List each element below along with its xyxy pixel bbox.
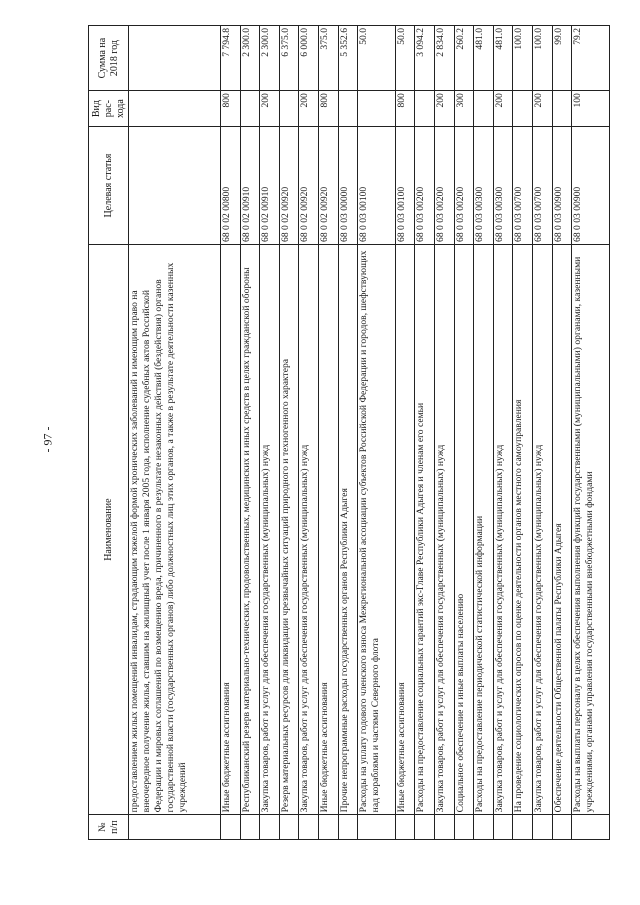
cell-target-article: 68 0 03 00900 — [552, 127, 572, 245]
cell-number — [513, 815, 533, 840]
table-row — [513, 26, 533, 840]
cell-target-article: 68 0 02 00920 — [318, 127, 338, 245]
cell-expense-type — [338, 91, 358, 127]
header-expense-type: Вид рас- хода — [89, 91, 129, 127]
cell-target-article: 68 0 02 00910 — [240, 127, 260, 245]
table-row — [338, 26, 358, 840]
cell-number — [338, 815, 358, 840]
table-row — [220, 26, 240, 840]
cell-expense-type: 200 — [299, 91, 319, 127]
cell-number — [220, 815, 240, 840]
cell-target-article: 68 0 03 00200 — [415, 127, 435, 245]
budget-table — [88, 25, 610, 840]
cell-expense-type — [513, 91, 533, 127]
cell-name: Расходы на предоставление периодической статистической информации — [474, 244, 494, 814]
table-row — [435, 26, 455, 840]
cell-sum: 260.2 — [454, 26, 474, 91]
cell-expense-type: 800 — [220, 91, 240, 127]
cell-sum: 6 000.0 — [299, 26, 319, 91]
table-row — [454, 26, 474, 840]
cell-name: Иные бюджетные ассигнования — [395, 244, 415, 814]
table-row — [279, 26, 299, 840]
table-row — [299, 26, 319, 840]
cell-expense-type: 800 — [395, 91, 415, 127]
cell-expense-type: 200 — [260, 91, 280, 127]
table-row — [572, 26, 610, 840]
cell-name: Социальное обеспечение и иные выплаты населению — [454, 244, 474, 814]
cell-sum: 481.0 — [493, 26, 513, 91]
cell-expense-type: 300 — [454, 91, 474, 127]
cell-number — [318, 815, 338, 840]
cell-expense-type — [129, 91, 221, 127]
cell-name: Закупка товаров, работ и услуг для обеспечения государственных (муниципальных) нужд — [532, 244, 552, 814]
cell-target-article: 68 0 02 00920 — [279, 127, 299, 245]
cell-number — [474, 815, 494, 840]
cell-sum: 7 794.8 — [220, 26, 240, 91]
cell-sum: 375.0 — [318, 26, 338, 91]
header-number: № п/п — [89, 815, 129, 840]
cell-sum: 100.0 — [513, 26, 533, 91]
cell-expense-type: 200 — [435, 91, 455, 127]
header-target-article: Целевая статья — [89, 127, 129, 245]
cell-name: Обеспечение деятельности Общественной палаты Республики Адыгея — [552, 244, 572, 814]
cell-number — [299, 815, 319, 840]
cell-number — [395, 815, 415, 840]
cell-target-article: 68 0 03 00100 — [358, 127, 396, 245]
cell-target-article: 68 0 03 00300 — [493, 127, 513, 245]
table-row — [358, 26, 396, 840]
cell-number — [454, 815, 474, 840]
cell-number — [572, 815, 610, 840]
cell-target-article — [129, 127, 221, 245]
cell-sum: 6 375.0 — [279, 26, 299, 91]
cell-name: Резерв материальных ресурсов для ликвидации чрезвычайных ситуаций природного и техногенного характера — [279, 244, 299, 814]
cell-name: Иные бюджетные ассигнования — [318, 244, 338, 814]
cell-name: Закупка товаров, работ и услуг для обеспечения государственных (муниципальных) нужд — [493, 244, 513, 814]
cell-name: Иные бюджетные ассигнования — [220, 244, 240, 814]
cell-sum: 99.0 — [552, 26, 572, 91]
cell-name: Расходы на выплаты персоналу в целях обеспечения выполнения функций государственными (муниципальными) органами, казенными учреждениями, органами управления государственными внебюджетными фондами — [572, 244, 610, 814]
cell-sum: 50.0 — [395, 26, 415, 91]
table-row — [318, 26, 338, 840]
cell-name: Расходы на уплату годового членского взноса Межрегиональной ассоциации субъектов Российской Федерации и городов, шефствующих над кораблями и частями Северного флота — [358, 244, 396, 814]
cell-target-article: 68 0 03 00300 — [474, 127, 494, 245]
cell-expense-type: 100 — [572, 91, 610, 127]
cell-name: Расходы на предоставление социальных гарантий экс-Главе Республики Адыгея и членам его семьи — [415, 244, 435, 814]
cell-target-article: 68 0 02 00800 — [220, 127, 240, 245]
cell-target-article: 68 0 03 00200 — [454, 127, 474, 245]
cell-sum — [129, 26, 221, 91]
cell-number — [240, 815, 260, 840]
table-row — [240, 26, 260, 840]
cell-number — [493, 815, 513, 840]
cell-name: предоставлением жилых помещений инвалидам, страдающим тяжелой формой хронических заболеваний и имеющим право на внеочередное получение жилья, ставшим на жилищный учет после 1 января 2005 года, исполнение судебных актов Российской Федерации и мировых соглашений по возмещению вреда, причиненного в результате незаконных действий (бездействия) органов государственной власти (государственных органов) либо должностных лиц этих органов, а также в результате деятельности казенных учреждений — [129, 244, 221, 814]
cell-number — [279, 815, 299, 840]
cell-name: Закупка товаров, работ и услуг для обеспечения государственных (муниципальных) нужд — [299, 244, 319, 814]
cell-target-article: 68 0 03 00900 — [572, 127, 610, 245]
cell-target-article: 68 0 02 00920 — [299, 127, 319, 245]
cell-target-article: 68 0 03 00000 — [338, 127, 358, 245]
cell-sum: 2 300.0 — [240, 26, 260, 91]
cell-expense-type — [474, 91, 494, 127]
header-name: Наименование — [89, 244, 129, 814]
table-header-row — [89, 26, 129, 840]
cell-number — [129, 815, 221, 840]
cell-number — [532, 815, 552, 840]
cell-expense-type: 200 — [532, 91, 552, 127]
table-row — [474, 26, 494, 840]
cell-sum: 79.2 — [572, 26, 610, 91]
cell-number — [260, 815, 280, 840]
cell-name: Прочие непрограммные расходы государственных органов Республики Адыгея — [338, 244, 358, 814]
cell-sum: 5 352.6 — [338, 26, 358, 91]
cell-expense-type — [358, 91, 396, 127]
header-sum-2018: Сумма на 2018 год — [89, 26, 129, 91]
cell-target-article: 68 0 02 00910 — [260, 127, 280, 245]
cell-sum: 3 094.2 — [415, 26, 435, 91]
cell-expense-type — [279, 91, 299, 127]
cell-expense-type — [240, 91, 260, 127]
cell-name: Республиканский резерв материально-технических, продовольственных, медицинских и иных средств в целях гражданской обороны — [240, 244, 260, 814]
cell-sum: 50.0 — [358, 26, 396, 91]
cell-name: На проведение социологических опросов по оценке деятельности органов местного самоуправления — [513, 244, 533, 814]
cell-target-article: 68 0 03 00200 — [435, 127, 455, 245]
table-row — [493, 26, 513, 840]
cell-expense-type — [415, 91, 435, 127]
table-row — [415, 26, 435, 840]
table-row — [552, 26, 572, 840]
cell-target-article: 68 0 03 00700 — [513, 127, 533, 245]
cell-target-article: 68 0 03 00100 — [395, 127, 415, 245]
table-body — [129, 26, 610, 840]
cell-expense-type — [552, 91, 572, 127]
table-row — [532, 26, 552, 840]
cell-number — [435, 815, 455, 840]
table-row — [260, 26, 280, 840]
cell-expense-type: 800 — [318, 91, 338, 127]
cell-name: Закупка товаров, работ и услуг для обеспечения государственных (муниципальных) нужд — [435, 244, 455, 814]
cell-target-article: 68 0 03 00700 — [532, 127, 552, 245]
cell-name: Закупка товаров, работ и услуг для обеспечения государственных (муниципальных) нужд — [260, 244, 280, 814]
cell-sum: 481.0 — [474, 26, 494, 91]
cell-expense-type: 200 — [493, 91, 513, 127]
cell-number — [415, 815, 435, 840]
cell-number — [358, 815, 396, 840]
table-row — [129, 26, 221, 840]
table-row — [395, 26, 415, 840]
cell-sum: 2 834.0 — [435, 26, 455, 91]
cell-sum: 100.0 — [532, 26, 552, 91]
cell-number — [552, 815, 572, 840]
page-number: - 97 - — [40, 426, 55, 453]
cell-sum: 2 300.0 — [260, 26, 280, 91]
rotated-table-container — [88, 25, 610, 840]
